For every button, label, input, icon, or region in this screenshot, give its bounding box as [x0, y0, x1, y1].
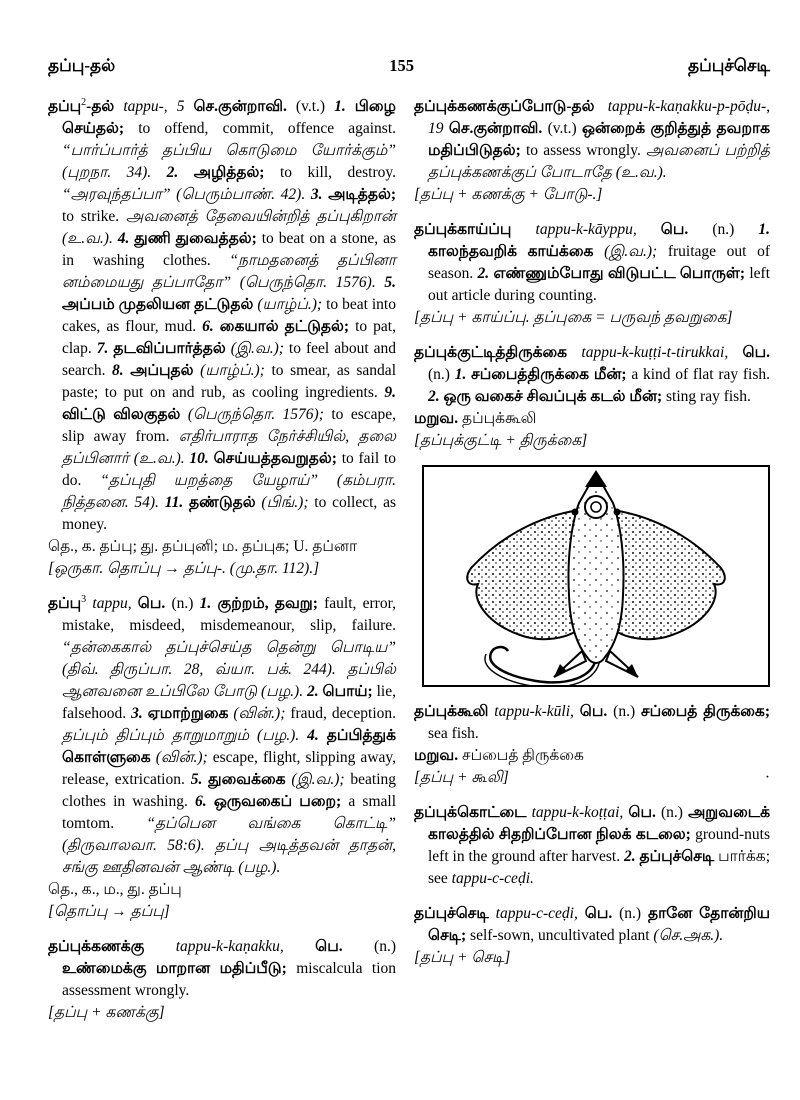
cognates-line: தெ., க., ம., து. தப்பு: [48, 881, 182, 898]
dictionary-entry: [48, 96, 396, 580]
etymology-line: [தப்பு + கணக்கு]: [48, 1004, 165, 1021]
cognates-line: தெ., க. தப்பு; து. தப்புனி; ம. தப்புக; U. தப்னா: [48, 538, 358, 555]
ray-fish-illustration: [424, 467, 768, 685]
running-head-left: தப்பு-தல்: [48, 56, 116, 75]
entry-body: தப்புக்கணக்குப்போடு-தல் tappu-k-kaṇakku-p-pōḍu-, 19 செ.குன்றாவி. (v.t.) ஒன்றைக் குறித்துத் தவறாக மதிப்பிடுதல்; to assess wrongly. அவனைப் பற்றித் தப்புக்கணக்குப் போடாதே (உ.வ.).: [414, 98, 771, 181]
dictionary-entry: [414, 903, 770, 969]
print-dot-artifact: ·: [764, 769, 770, 786]
page-number: 155: [389, 56, 414, 75]
entry-body: தப்புச்செடி tappu-c-ceḍi, பெ. (n.) தானே தோன்றிய செடி; self-sown, uncultivated plant (செ.அக.).: [414, 905, 770, 944]
etymology-line: · [தப்பு + கூலி]: [414, 767, 770, 789]
etymology-line: [தப்புக்குட்டி + திருக்கை]: [414, 432, 588, 449]
dictionary-entry: [414, 802, 770, 890]
dictionary-entry: [414, 219, 770, 329]
variant-line: மறுவ. தப்புக்கூலி: [414, 410, 537, 427]
etymology-line: [தப்பு + செடி]: [414, 949, 511, 966]
etymology-line: [தொப்பு → தப்பு]: [48, 903, 170, 920]
dictionary-entry: [48, 936, 396, 1024]
entry-body: தப்பு$^3$ tappu, பெ. (n.) 1. குற்றம், தவறு; fault, error, mistake, misdeed, misdemeanour, slip, failure. “தன்கைகால் தப்புச்செய்த தென்று பொடிய” (திவ். திருப்பா. 28, வ்யா. பக். 244). தப்பில் ஆனவனை உப்பிலே போடு (பழ.). 2. பொய்; lie, falsehood. 3. ஏமாற்றுகை (வின்.); fraud, deception. தப்பும் திப்பும் தாறுமாறும் (பழ.). 4. தப்பித்துக் கொள்ளுகை (வின்.); escape, flight, slipping away, release, extrication. 5. துவைக்கை (இ.வ.); beating clothes in washing. 6. ஒருவகைப் பறை; a small tomtom. “தப்பென வங்கை கொட்டி” (திருவாலவா. 58:6). தப்பு அடித்தவன் தாதன், சங்கு ஊதினவன் ஆண்டி (பழ.).: [48, 593, 397, 876]
dictionary-entry: [414, 342, 770, 452]
running-head-right: தப்புச்செடி: [688, 56, 770, 75]
dictionary-entry: [48, 593, 396, 923]
ray-fish-figure: [422, 465, 770, 687]
entry-body: தப்பு$^2$-தல் tappu-, 5 செ.குன்றாவி. (v.t.) 1. பிழை செய்தல்; to offend, commit, offence against. “பார்ப்பார்த் தப்பிய கொடுமை யோர்க்கும்” (புறநா. 34). 2. அழித்தல்; to kill, destroy. “அரவுந்தப்பா” (பெரும்பாண். 42). 3. அடித்தல்; to strike. அவனைத் தேவையின்றித் தப்புகிறான் (உ.வ.). 4. துணி துவைத்தல்; to beat on a stone, as in washing clothes. “நாமதனைத் தப்பினா னம்மையது தப்பாதோ” (பெருந்தொ. 1576). 5. அப்பம் முதலியன தட்டுதல் (யாழ்ப்.); to beat into cakes, as flour, mud. 6. கையால் தட்டுதல்; to pat, clap. 7. தடவிப்பார்த்தல் (இ.வ.); to feel about and search. 8. அப்புதல் (யாழ்ப்.); to smear, as sandal paste; to put on and rub, as cooling ingredients. 9. விட்டு விலகுதல் (பெருந்தொ. 1576); to escape, slip away from. எதிர்பாராத நேர்ச்சியில், தலை தப்பினார் (உ.வ.). 10. செய்யத்தவறுதல்; to fail to do. “தப்புதி யறத்தை யேழாய்” (கம்பரா. நித்தனை. 54). 11. தண்டுதல் (பிங்.); to collect, as money.: [48, 96, 397, 533]
right-column: [414, 96, 770, 982]
etymology-line: [ஒருகா. தொப்பு → தப்பு-. (மு.தா. 112).]: [48, 560, 320, 577]
etymology-line: [தப்பு + காய்ப்பு. தப்புகை = பருவந் தவறுகை]: [414, 309, 733, 326]
dictionary-entry: [414, 96, 770, 206]
entry-body: தப்புக்கணக்கு tappu-k-kaṇakku, பெ. (n.) உண்மைக்கு மாறான மதிப்பீடு; miscalcula tion assessment wrongly.: [48, 938, 397, 999]
entry-body: தப்புக்கொட்டை tappu-k-koṭṭai, பெ. (n.) அறுவடைக் காலத்தில் சிதறிப்போன நிலக் கடலை; ground-nuts left in the ground after harvest. 2. தப்புச்செடி பார்க்க; see tappu-c-ceḍi.: [414, 804, 771, 887]
variant-line: மறுவ. சப்பைத் திருக்கை: [414, 747, 584, 764]
entry-body: தப்புக்காய்ப்பு tappu-k-kāyppu, பெ. (n.) 1. காலந்தவறிக் காய்க்கை (இ.வ.); fruitage out of season. 2. எண்ணும்போது விடுபட்ட பொருள்; left out article during counting.: [414, 221, 771, 304]
dictionary-entry: [414, 701, 770, 789]
left-column: [48, 96, 396, 1037]
entry-body: தப்புக்கூலி tappu-k-kūli, பெ. (n.) சப்பைத் திருக்கை; sea fish.: [414, 703, 770, 742]
entry-body: தப்புக்குட்டித்திருக்கை tappu-k-kuṭṭi-t-tirukkai, பெ. (n.) 1. சப்பைத்திருக்கை மீன்; a kind of flat ray fish. 2. ஒரு வகைச் சிவப்புக் கடல் மீன்; sting ray fish.: [414, 344, 771, 405]
page-header: [48, 54, 770, 78]
etymology-line: [தப்பு + கணக்கு + போடு-.]: [414, 186, 603, 203]
